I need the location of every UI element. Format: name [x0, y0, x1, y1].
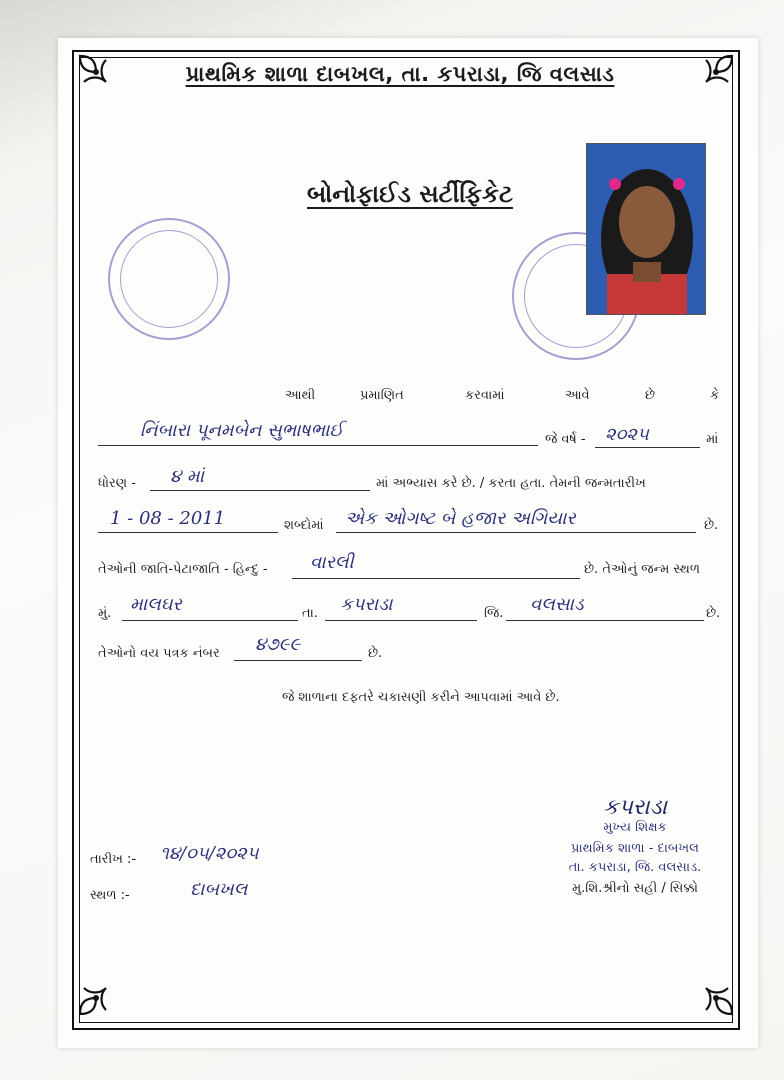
taluka-value: કપરાડા	[340, 594, 393, 615]
birthplace-label: છે. તેઓનું જન્મ સ્થળ	[584, 562, 700, 577]
sign-caption: મુ.શિ.શ્રીનો સહી / સિક્કો	[571, 881, 699, 896]
village-label: મું.	[98, 606, 112, 621]
dob-end: છે.	[704, 518, 719, 533]
dob-words: એક ઓગષ્ટ બે હજાર અગિયાર	[345, 508, 576, 529]
corner-ornament-bottom-left	[76, 976, 118, 1018]
taluka-underline	[325, 620, 477, 621]
corner-ornament-top-right	[694, 52, 736, 94]
year-underline	[595, 447, 700, 448]
intro-word: આવે	[565, 388, 590, 403]
register-end: છે.	[368, 646, 383, 661]
intro-word: છે	[645, 388, 656, 403]
intro-word: આથી	[285, 388, 316, 403]
intro-word: પ્રમાણિત	[360, 388, 404, 403]
district-underline	[506, 620, 704, 621]
caste-label: તેઓની જાતિ-પેટાજાતિ - હિન્દુ -	[98, 562, 268, 577]
standard-underline	[150, 490, 370, 491]
caste-underline	[292, 578, 580, 579]
register-label: તેઓનો વય પત્રક નંબર	[98, 646, 220, 661]
certificate-title: બોનોફાઈડ સર્ટીફિકેટ	[307, 180, 513, 208]
corner-ornament-bottom-right	[694, 976, 736, 1018]
words-label: શબ્દોમાં	[284, 518, 324, 533]
place-end: છે.	[706, 606, 721, 621]
signature: કપરાડા	[602, 795, 668, 820]
verification-note: જે શાળાના દફતરે ચકાસણી કરીને આપવામાં આવે છે.	[282, 690, 560, 705]
intro-word: કરવામાં	[465, 388, 505, 403]
date-value: ૧૪/૦૫/૨૦૨૫	[160, 843, 259, 864]
standard-label: ધોરણ -	[98, 476, 136, 491]
register-value: ૪૭૯૯	[255, 634, 300, 655]
year-suffix: માં	[706, 432, 719, 447]
caste-value: વારલી	[310, 552, 354, 573]
name-underline	[98, 445, 538, 446]
student-photo	[586, 143, 706, 315]
village-underline	[122, 620, 298, 621]
district-label: જિ.	[484, 606, 504, 621]
intro-word: કે	[710, 388, 720, 403]
date-label: તારીખ :-	[90, 852, 137, 867]
sign-school: પ્રાથમિક શાળા - દાબખલ	[571, 841, 699, 856]
corner-ornament-top-left	[76, 52, 118, 94]
district-value: વલસાડ	[530, 594, 584, 615]
signature-block	[540, 795, 730, 896]
dob-numeric: 1 - 08 - 2011	[110, 508, 226, 529]
register-underline	[234, 660, 362, 661]
place-label: સ્થળ :-	[90, 888, 130, 903]
student-name: નિંબારા પૂનમબેન સુભાષભાઈ	[140, 420, 344, 441]
year-value: ૨૦૨૫	[605, 424, 649, 445]
school-stamp-left	[108, 218, 230, 340]
taluka-label: તા.	[302, 606, 318, 621]
study-text: માં અભ્યાસ કરે છે. / કરતા હતા. તેમની જન્મતારીખ	[376, 476, 646, 491]
school-title: પ્રાથમિક શાળા દાબખલ, તા. કપરાડા, જિ વલસાડ	[185, 62, 615, 86]
year-label: જે વર્ષ -	[545, 432, 586, 447]
sign-title: મુખ્ય શિક્ષક	[603, 820, 667, 835]
dob-words-underline	[336, 532, 696, 533]
standard-value: ૪ માં	[170, 466, 204, 487]
village-value: માલઘર	[130, 594, 182, 615]
place-value: દાબખલ	[190, 879, 248, 900]
dob-underline	[98, 532, 278, 533]
sign-address: તા. કપરાડા, જિ. વલસાડ.	[568, 860, 702, 875]
